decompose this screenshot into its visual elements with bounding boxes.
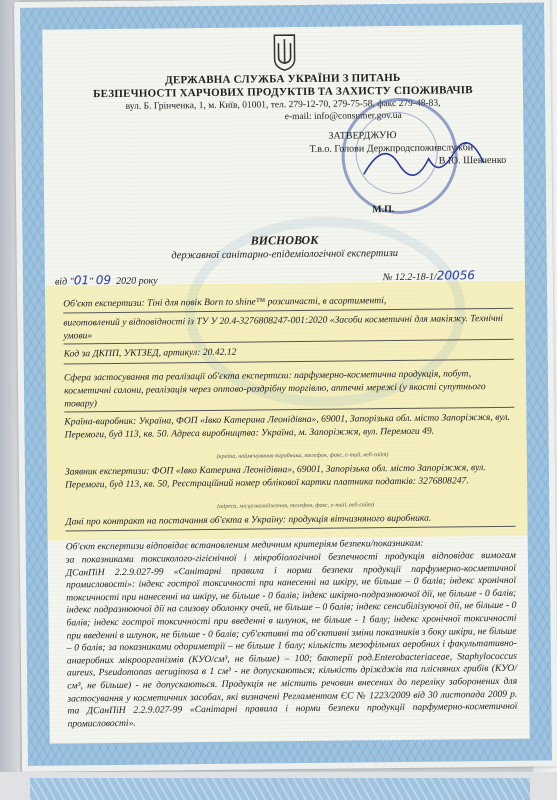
trident-emblem-icon <box>271 33 297 71</box>
approval-position: Т.в.о. Голови Держпродспоживслужби <box>309 142 474 155</box>
conclusion-text: за показниками токсиколого-гігієнічної і мікробіологічної безпечності продукція відповідає вимогам ДСанПіН 2.2.9.027-99 «Санітарні правила і норми безпеки продукції парфумерно-косметичної промисловості»: індекс гострої токсичності при нанесенні на шкіру, не більше – 0 балів; індекс хронічної токсичності при нанесенні на шкіру, не більше - 0 балів; індекс шкірно-подразнюючої дії, не більше - 0 балів; індекс подразнюючої дії на слизову оболонку очей, не більше – 0 балів; індекс сенсибілізуючої дії, не більше - 0 балів; індекс гострої токсичності при введенні в шлунок, не більше - 1 балу; індекс хронічної токсичності при введенні в шлунок, не більше - 0 балів; суб'єктивні та об'єктивні зміни показників з боку шкіри, не більше – 0 балів; за показниками одориметрії – не більше 1 балу; кількість мезофільних аеробних і факультативно-анаеробних мікроорганізмів (КУО/см³, не більше) – 100; бактерії род.Enterobacteriaceae, Staphylococcus aureus, Pseudomonas aeruginosa в 1 см³ - не допускаються; кількість дріжджів та плісняних грибів (КУО/ см³, не більше) - не допускаються. Продукція не містить речовин внесених до переліку заборонених для застосування у косметичних засобах, які визначені Регламентом ЄС № 1223/2009 від 30 листопада 2009 р. та ДСанПіН 2.2.9.027-99 «Санітарні правила і норми безпеки продукції парфумерно-косметичної промисловості». <box>65 549 518 730</box>
certificate-body <box>42 25 529 744</box>
certificate-sheet <box>14 0 557 772</box>
field-object: Об'єкт експертизи: Тіні для повік Born to shine™ розсипчасті, в асортименті, <box>63 295 387 310</box>
field-scope: Сфера застосування та реалізації об'єкта експертизи: парфумерно-косметична продукція, побут, косметичні салони, реалізація через оптово-роздрібну торгівлю, аптечні мережі (у якості супутнього товару) <box>63 368 486 410</box>
number-handwritten: 20056 <box>436 268 476 283</box>
approval-label: ЗАТВЕРДЖУЮ <box>328 130 397 142</box>
field-country: Країна-виробник: Україна, ФОП «Івко Катерина Леонідівна», 69001, Запорізька обл. місто Запоріжжя, вул. Перемоги, буд 113, кв. 50. Адреса виробництва: Україна, м. Запоріжжя, вул. Перемоги 49. <box>64 411 510 441</box>
field-contract: Дані про контракт на постачання об'єкта в Україну: продукція вітчизняного виробника. <box>65 512 432 528</box>
field-applicant: Заявник експертизи: ФОП «Івко Катерина Леонідівна», 69001, Запорізька обл. місто Запоріжжя, вул. Перемоги, буд 113, кв. 50, Реєстраційний номер облікової картки платника податків: 3276808247. <box>64 462 486 491</box>
guilloche-frame <box>20 2 552 765</box>
field-country-note: (країна, найменування виробника, телефон, факс, e-mail, веб-сайт) <box>216 452 389 460</box>
field-applicant-note: (адреса, місцезнаходження, телефон, факс, e-mail, веб-сайт) <box>217 502 375 510</box>
field-manufactured: виготовлений у відповідності із ТУ У 20.4-3276808247-001:2020 «Засоби косметичні для макіяжу. Технічні умови» <box>63 312 504 342</box>
date-year: 2020 року <box>116 275 158 287</box>
field-code: Код за ДКПП, УКТЗЕД, артикул: 20.42.12 <box>63 346 237 360</box>
date-day: 01 <box>73 273 90 288</box>
agency-name-line2: БЕЗПЕЧНОСТІ ХАРЧОВИХ ПРОДУКТІВ ТА ЗАХИСТУ СПОЖИВАЧІВ <box>93 84 473 101</box>
agency-email: e-mail: info@consumer.gov.ua <box>284 110 402 123</box>
conclusion-intro: Об'єкт експертизи відповідає встановленим медичним критеріям безпеки/показникам: <box>65 537 424 553</box>
document-number: № 12.2-18-1/20056 <box>382 268 476 284</box>
document-date: від "01" 09 2020 року <box>54 272 158 288</box>
document-subtitle: державної санітарно-епідеміологічної експертизи <box>171 247 399 262</box>
agency-address: вул. Б. Грінченка, 1, м. Київ, 01001, тел. 279-12-70, 279-75-58, факс 279-48-83, <box>125 98 441 112</box>
document-title: ВИСНОВОК <box>250 232 319 248</box>
agency-name-line1: ДЕРЖАВНА СЛУЖБА УКРАЇНИ З ПИТАНЬ <box>165 71 401 87</box>
approval-name: В.Ю. Шевченко <box>438 154 507 167</box>
signature-icon <box>343 133 504 195</box>
date-month: 09 <box>95 272 112 288</box>
seal-place-mark: М.П. <box>372 204 395 216</box>
next-sheet-frame <box>30 778 530 800</box>
